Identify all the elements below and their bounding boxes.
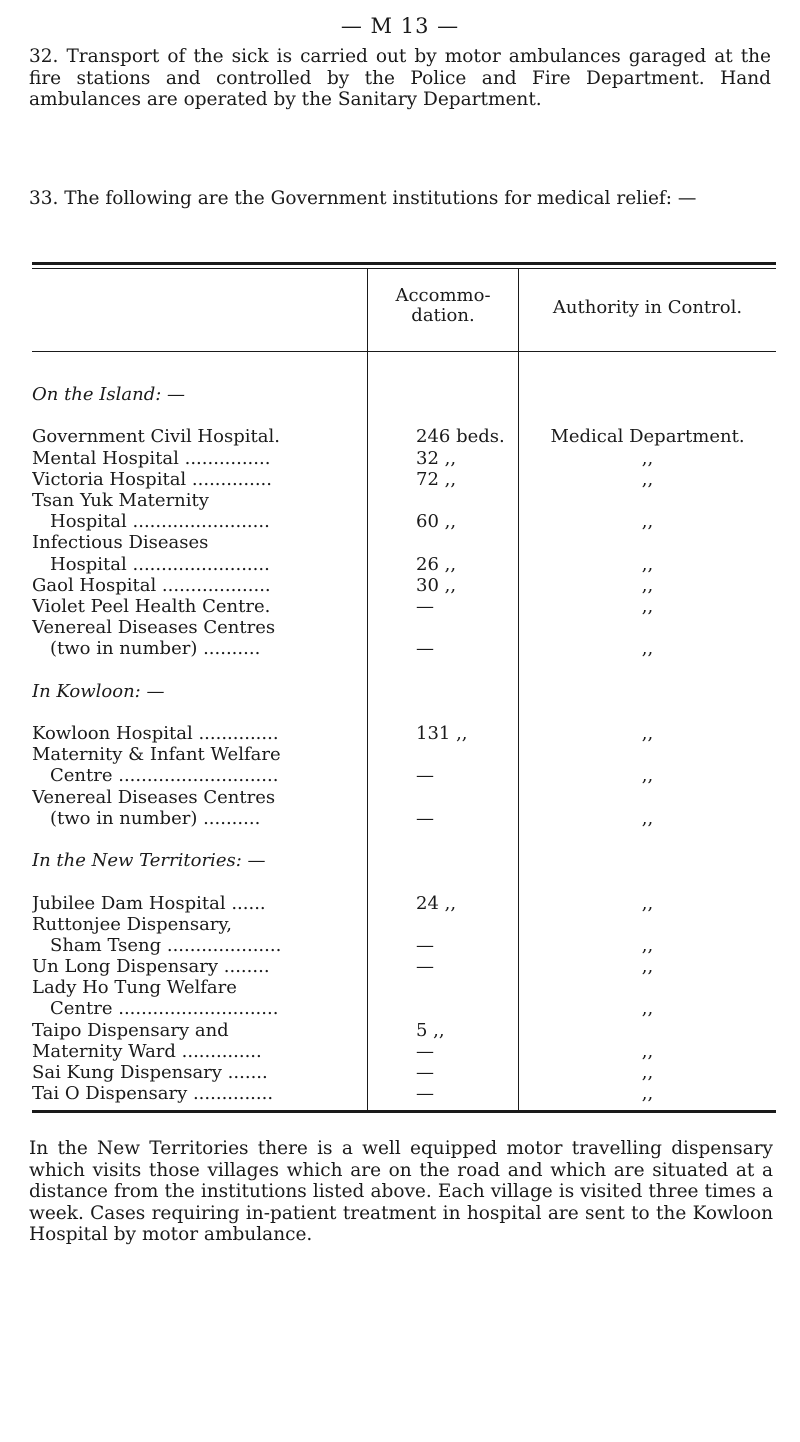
new-territories-row xyxy=(32,1062,776,1083)
institution-name: Mental Hospital ............... xyxy=(32,447,271,469)
section-island: On the Island: — xyxy=(32,384,186,405)
institution-name: Kowloon Hospital .............. xyxy=(32,723,279,744)
spacer xyxy=(32,659,776,680)
authority-value: ,, xyxy=(641,511,654,533)
island-row xyxy=(32,469,776,490)
island-row xyxy=(32,575,776,596)
authority-value: Medical Department. xyxy=(550,426,745,448)
accommodation-value: 26 ,, xyxy=(416,553,457,575)
accommodation-value: — xyxy=(416,1040,434,1062)
island-row xyxy=(32,490,776,511)
header-accommodation-line2: dation. xyxy=(411,305,475,326)
institution-name: Ruttonjee Dispensary, xyxy=(32,913,232,935)
new-territories-row xyxy=(32,977,776,998)
spacer xyxy=(32,702,776,723)
accommodation-value: 5 ,, xyxy=(416,1019,445,1041)
authority-value: ,, xyxy=(641,447,654,469)
institution-name: Sai Kung Dispensary ....... xyxy=(32,1062,268,1083)
institution-name-cont: Hospital ........................ xyxy=(50,511,270,533)
institution-name: Un Long Dispensary ........ xyxy=(32,956,270,978)
authority-value: ,, xyxy=(641,468,654,490)
spacer xyxy=(32,829,776,850)
institution-name-cont: Hospital ........................ xyxy=(50,553,270,575)
header-authority: Authority in Control. xyxy=(552,297,743,318)
institutions-table xyxy=(32,262,776,1114)
kowloon-row xyxy=(32,787,776,808)
island-row xyxy=(32,448,776,469)
institution-name: Violet Peel Health Centre. xyxy=(32,595,271,617)
header-accommodation xyxy=(368,286,518,326)
paragraph-33: 33. The following are the Government institutions for medical relief: — xyxy=(29,188,697,209)
institution-name: Maternity Ward .............. xyxy=(32,1040,262,1062)
institution-name: Taipo Dispensary and xyxy=(32,1019,229,1041)
new-territories-row-cont xyxy=(32,935,776,956)
closing-paragraph: In the New Territories there is a well equipped motor travelling dispensary which visits those villages which are on the road and which are situated at a distance from the institutions listed above. Each village is visited three times a week. Cases requiring in-patient treatment in hospital are sent to the Kowloon Hospital by motor ambulance. xyxy=(29,1138,773,1245)
island-row-cont xyxy=(32,554,776,575)
institution-name: Tai O Dispensary .............. xyxy=(32,1083,274,1105)
new-territories-row-cont xyxy=(32,998,776,1019)
institution-name: Victoria Hospital .............. xyxy=(32,468,273,490)
institution-name: Infectious Diseases xyxy=(32,532,209,554)
accommodation-value: — xyxy=(416,934,434,956)
accommodation-value: 60 ,, xyxy=(416,511,457,533)
paragraph-32: 32. Transport of the sick is carried out by motor ambulances garaged at the fire stations and controlled by the Police and Fire Department. Hand ambulances are operated by the Sanitary Department. xyxy=(29,46,771,110)
header-accommodation-line1: Accommo- xyxy=(395,285,491,306)
table-header-rule xyxy=(32,351,776,352)
accommodation-value: 131 ,, xyxy=(416,723,468,744)
institution-name: Government Civil Hospital. xyxy=(32,426,280,448)
institution-name: Venereal Diseases Centres xyxy=(32,617,276,639)
authority-value: ,, xyxy=(641,934,654,956)
institution-name: Tsan Yuk Maternity xyxy=(32,489,209,511)
institution-name: Maternity & Infant Welfare xyxy=(32,744,281,766)
authority-value: ,, xyxy=(641,638,654,660)
new-territories-row xyxy=(32,1041,776,1062)
accommodation-value: — xyxy=(416,1083,434,1105)
section-island-row xyxy=(32,384,776,405)
institution-name: Venereal Diseases Centres xyxy=(32,786,276,808)
spacer xyxy=(32,405,776,426)
new-territories-row xyxy=(32,893,776,914)
table-top-rule xyxy=(32,262,776,265)
authority-value: ,, xyxy=(641,892,654,914)
island-row xyxy=(32,617,776,638)
accommodation-value: — xyxy=(416,595,434,617)
authority-value: ,, xyxy=(641,553,654,575)
accommodation-value: 246 beds. xyxy=(416,426,505,448)
section-new-territories-row xyxy=(32,850,776,871)
institution-name-cont: (two in number) .......... xyxy=(50,638,261,660)
authority-value: ,, xyxy=(641,998,654,1020)
institution-name: Jubilee Dam Hospital ...... xyxy=(32,892,266,914)
island-row xyxy=(32,532,776,553)
authority-value: ,, xyxy=(641,1040,654,1062)
authority-value: ,, xyxy=(641,574,654,596)
kowloon-row-cont xyxy=(32,808,776,829)
island-row xyxy=(32,426,776,447)
new-territories-row xyxy=(32,914,776,935)
authority-value: ,, xyxy=(641,723,654,744)
island-row-cont xyxy=(32,638,776,659)
authority-value: ,, xyxy=(641,1062,654,1083)
section-kowloon: In Kowloon: — xyxy=(32,680,165,702)
kowloon-row xyxy=(32,723,776,744)
institution-name-cont: Centre ............................ xyxy=(50,765,279,787)
authority-value: ,, xyxy=(641,765,654,787)
authority-value: ,, xyxy=(641,595,654,617)
section-new-territories: In the New Territories: — xyxy=(32,850,266,872)
table-bottom-rule xyxy=(32,1110,776,1113)
island-row-cont xyxy=(32,511,776,532)
accommodation-value: — xyxy=(416,638,434,660)
new-territories-row xyxy=(32,1083,776,1104)
authority-value: ,, xyxy=(641,956,654,978)
island-row xyxy=(32,596,776,617)
authority-value: ,, xyxy=(641,1083,654,1105)
accommodation-value: — xyxy=(416,1062,434,1083)
institution-name-cont: Centre ............................ xyxy=(50,998,279,1020)
accommodation-value: 24 ,, xyxy=(416,892,457,914)
accommodation-value: — xyxy=(416,956,434,978)
kowloon-row-cont xyxy=(32,765,776,786)
accommodation-value: 72 ,, xyxy=(416,468,457,490)
institution-name: Lady Ho Tung Welfare xyxy=(32,977,237,999)
table-top-thin-rule xyxy=(32,268,776,269)
new-territories-row xyxy=(32,956,776,977)
institution-name-cont: (two in number) .......... xyxy=(50,807,261,829)
accommodation-value: 32 ,, xyxy=(416,447,457,469)
institution-name-cont: Sham Tseng .................... xyxy=(50,934,282,956)
spacer xyxy=(32,871,776,892)
accommodation-value: — xyxy=(416,765,434,787)
table-body xyxy=(32,384,776,1104)
institution-name: Gaol Hospital ................... xyxy=(32,574,271,596)
new-territories-row xyxy=(32,1020,776,1041)
accommodation-value: — xyxy=(416,807,434,829)
authority-value: ,, xyxy=(641,807,654,829)
accommodation-value: 30 ,, xyxy=(416,574,457,596)
kowloon-row xyxy=(32,744,776,765)
section-kowloon-row xyxy=(32,681,776,702)
page-number: — M 13 — xyxy=(340,14,460,38)
